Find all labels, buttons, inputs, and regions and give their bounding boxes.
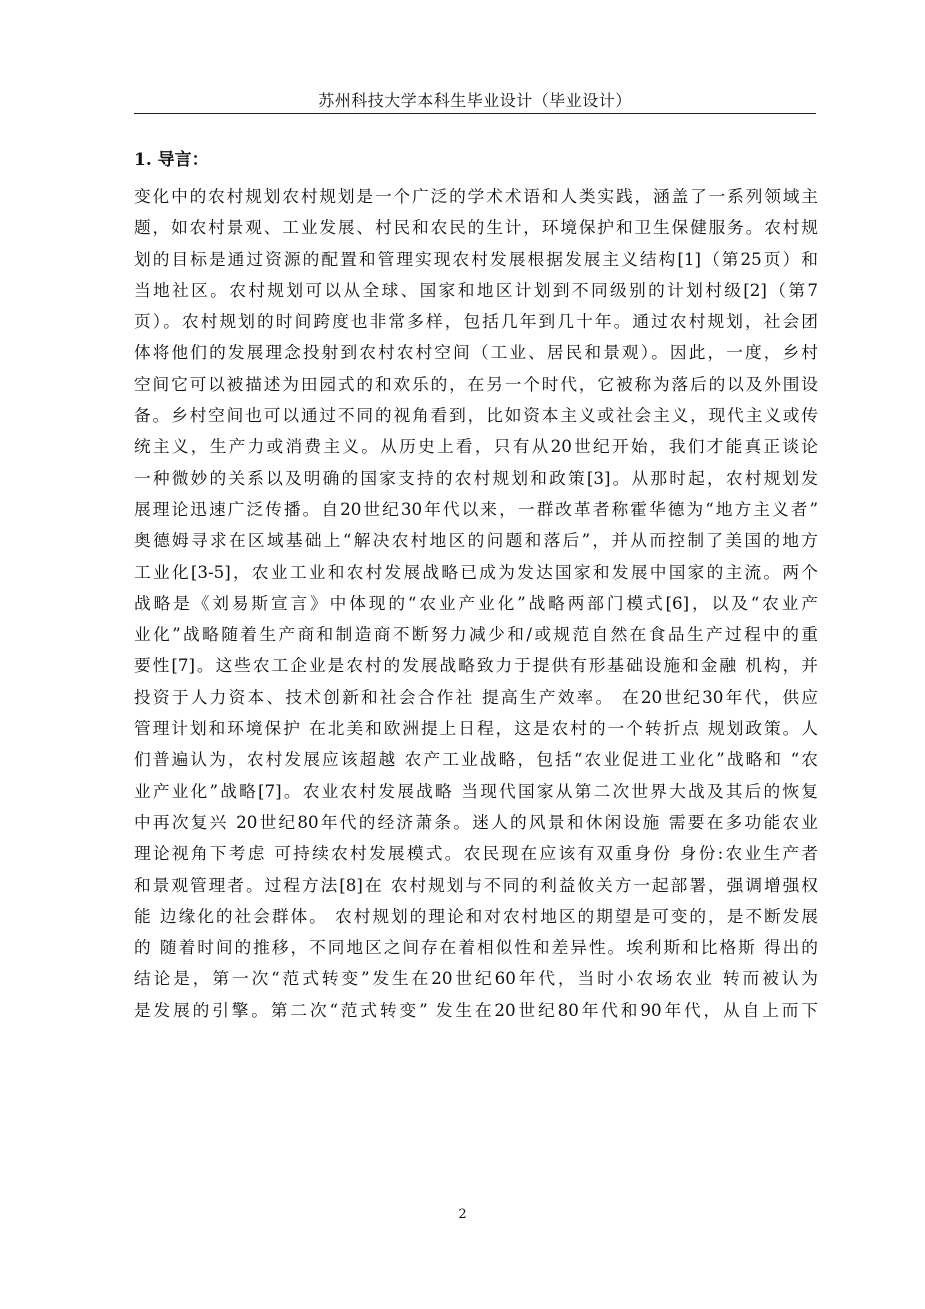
paragraph-line: 是发展的引擎。第二次“范式转变” 发生在20世纪80年代和90年代，从自上而下 bbox=[134, 999, 818, 1020]
paragraph-line: 页）。农村规划的时间跨度也非常多样，包括几年到几十年。通过农村规划，社会团 bbox=[134, 311, 818, 332]
paragraph-line: 业化”战略随着生产商和制造商不断努力减少和/或规范自然在食品生产过程中的重 bbox=[134, 624, 818, 645]
paragraph-line: 工业化[3-5]，农业工业和农村发展战略已成为发达国家和发展中国家的主流。两个 bbox=[134, 561, 818, 582]
paragraph-line: 体将他们的发展理念投射到农村农村空间（工业、居民和景观）。因此，一度，乡村 bbox=[134, 342, 818, 363]
paragraph-line: 管理计划和环境保护 在北美和欧洲提上日程，这是农村的一个转折点 规划政策。人 bbox=[134, 718, 818, 739]
paragraph-line: 空间它可以被描述为田园式的和欢乐的，在另一个时代，它被称为落后的以及外围设 bbox=[134, 373, 818, 394]
paragraph-line: 业产业化”战略[7]。农业农村发展战略 当现代国家从第二次世界大战及其后的恢复 bbox=[134, 780, 818, 801]
paragraph-line: 投资于人力资本、技术创新和社会合作社 提高生产效率。 在20世纪30年代，供应 bbox=[134, 686, 818, 707]
page-number: 2 bbox=[458, 1207, 467, 1222]
page-header: 苏州科技大学本科生毕业设计（毕业设计） bbox=[134, 88, 816, 114]
paragraph-line: 展理论迅速广泛传播。自20世纪30年代以来，一群改革者称霍华德为“地方主义者” bbox=[134, 498, 818, 519]
paragraph-line: 当地社区。农村规划可以从全球、国家和地区计划到不同级别的计划村级[2]（第7 bbox=[134, 279, 818, 300]
paragraph-line: 题，如农村景观、工业发展、村民和农民的生计，环境保护和卫生保健服务。农村规 bbox=[134, 217, 818, 238]
paragraph-line: 备。乡村空间也可以通过不同的视角看到，比如资本主义或社会主义，现代主义或传 bbox=[134, 405, 818, 426]
paragraph-line: 能 边缘化的社会群体。 农村规划的理论和对农村地区的期望是可变的，是不断发展 bbox=[134, 905, 818, 926]
paragraph-line: 理论视角下考虑 可持续农村发展模式。农民现在应该有双重身份 身份:农业生产者 bbox=[134, 843, 818, 864]
paragraph-line: 要性[7]。这些农工企业是农村的发展战略致力于提供有形基础设施和金融 机构，并 bbox=[134, 655, 818, 676]
paragraph-line: 和景观管理者。过程方法[8]在 农村规划与不同的利益攸关方一起部署，强调增强权 bbox=[134, 874, 818, 895]
section-heading: 1. 导言： bbox=[134, 150, 209, 170]
paragraph-line: 一种微妙的关系以及明确的国家支持的农村规划和政策[3]。从那时起，农村规划发 bbox=[134, 467, 818, 488]
paragraph-line: 们普遍认为，农村发展应该超越 农产工业战略，包括“农业促进工业化”战略和 “农 bbox=[134, 749, 818, 770]
paragraph-line: 变化中的农村规划农村规划是一个广泛的学术术语和人类实践，涵盖了一系列领域主 bbox=[134, 186, 818, 206]
paragraph-line: 划的目标是通过资源的配置和管理实现农村发展根据发展主义结构[1]（第25页）和 bbox=[134, 248, 818, 269]
body-paragraph bbox=[134, 181, 818, 1026]
paragraph-line: 中再次复兴 20世纪80年代的经济萧条。迷人的风景和休闲设施 需要在多功能农业 bbox=[134, 811, 818, 832]
paragraph-line: 结论是，第一次“范式转变”发生在20世纪60年代，当时小农场农业 转而被认为 bbox=[134, 968, 818, 989]
paragraph-line: 的 随着时间的推移，不同地区之间存在着相似性和差异性。埃利斯和比格斯 得出的 bbox=[134, 937, 818, 958]
paragraph-line: 奥德姆寻求在区域基础上“解决农村地区的问题和落后”，并从而控制了美国的地方 bbox=[134, 530, 818, 551]
paragraph-line: 战略是《刘易斯宣言》中体现的“农业产业化”战略两部门模式[6]，以及“农业产 bbox=[134, 592, 818, 613]
paragraph-line: 统主义，生产力或消费主义。从历史上看，只有从20世纪开始，我们才能真正谈论 bbox=[134, 436, 818, 457]
